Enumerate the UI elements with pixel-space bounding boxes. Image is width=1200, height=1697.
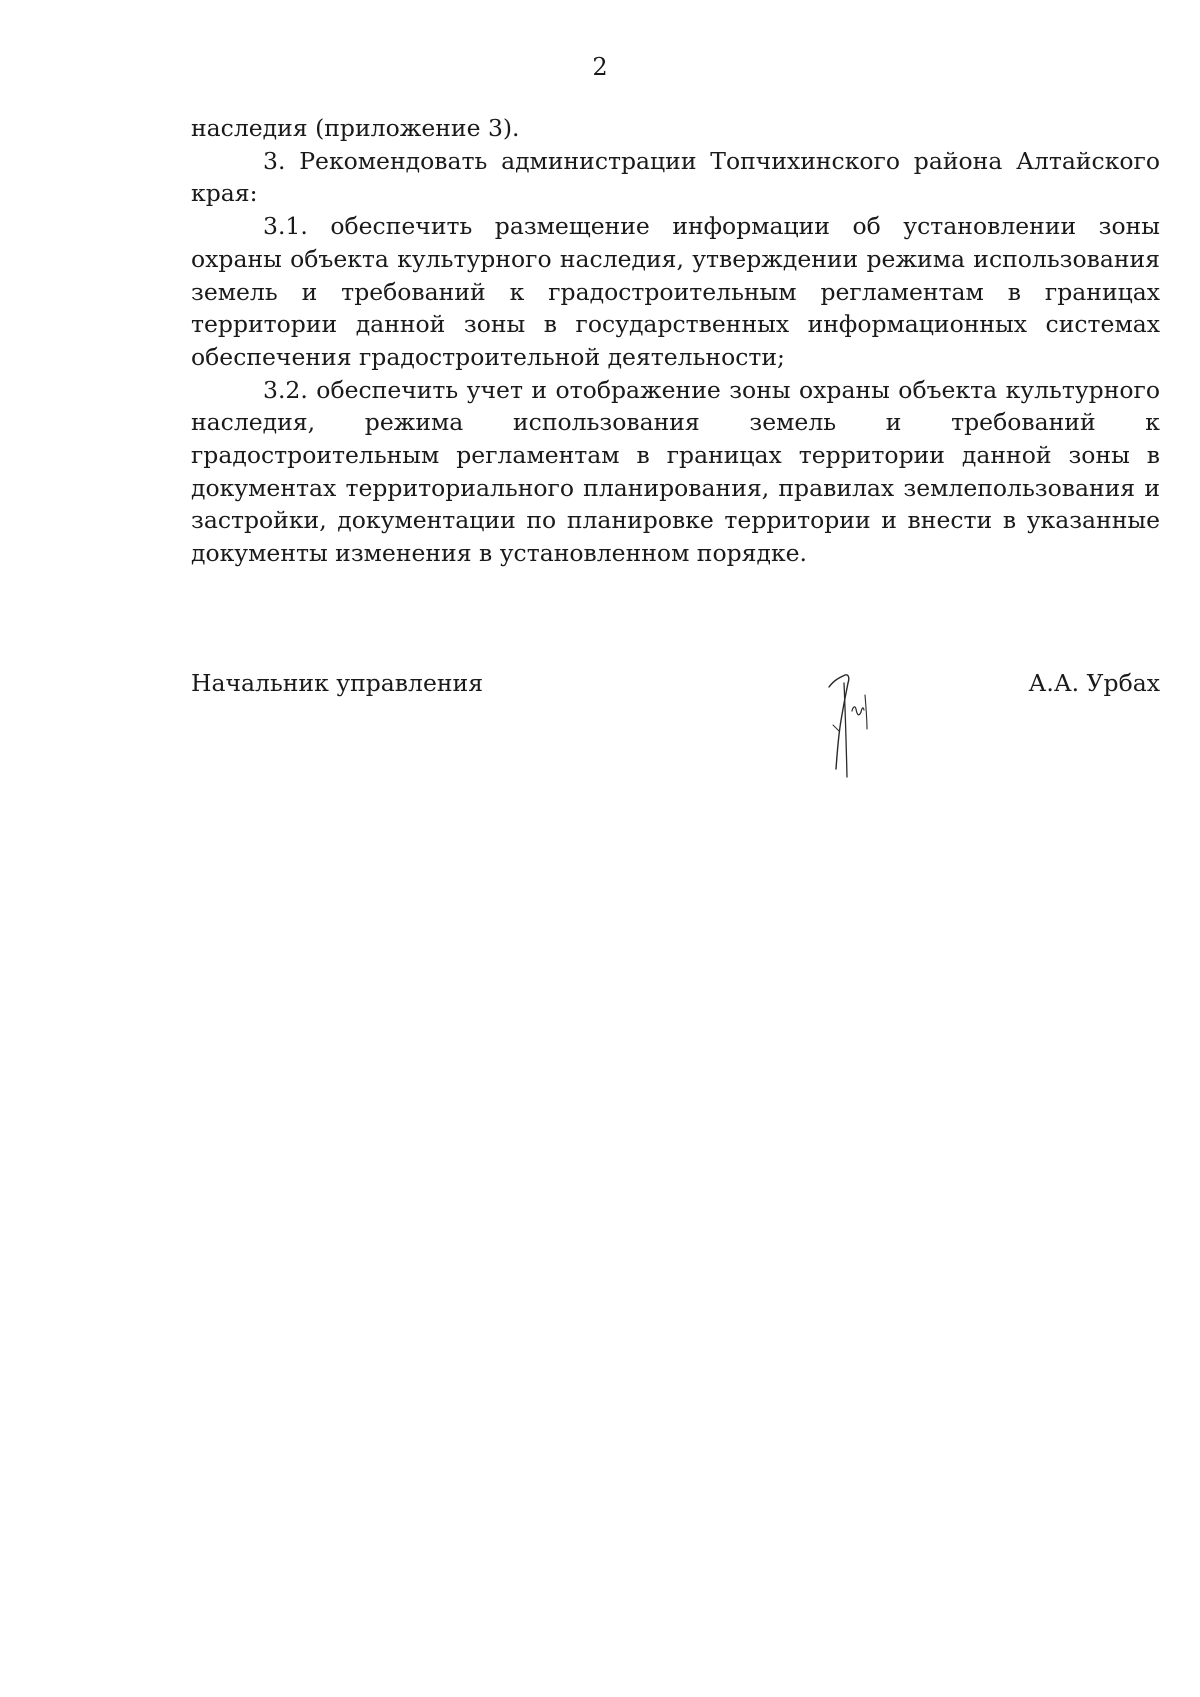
paragraph-item-3: 3. Рекомендовать администрации Топчихинского района Алтайского края: [191,146,1160,208]
handwritten-signature [815,665,885,783]
signature-block [191,667,1160,787]
signatory-title: Начальник управления [191,669,484,697]
paragraph-item-3-1: 3.1. обеспечить размещение информации об установлении зоны охраны объекта культурного наследия, утверждении режима использования земель и требований к градостроительным регламентам в границах территории данной зоны в государственных информационных системах обеспечения градостроительной деятельности; [191,212,1160,371]
paragraph-item-3-2: 3.2. обеспечить учет и отображение зоны охраны объекта культурного наследия, режима использования земель и требований к градостроительным регламентам в границах территории данной зоны в документах территориального планирования, правилах землепользования и застройки, документации по планировке территории и внести в указанные документы изменения в установленном порядке. [191,375,1160,568]
signatory-name: А.А. Урбах [1028,669,1160,697]
paragraph-continuation: наследия (приложение 3). [191,114,520,142]
page-number: 2 [592,53,608,81]
document-body [191,112,1160,570]
